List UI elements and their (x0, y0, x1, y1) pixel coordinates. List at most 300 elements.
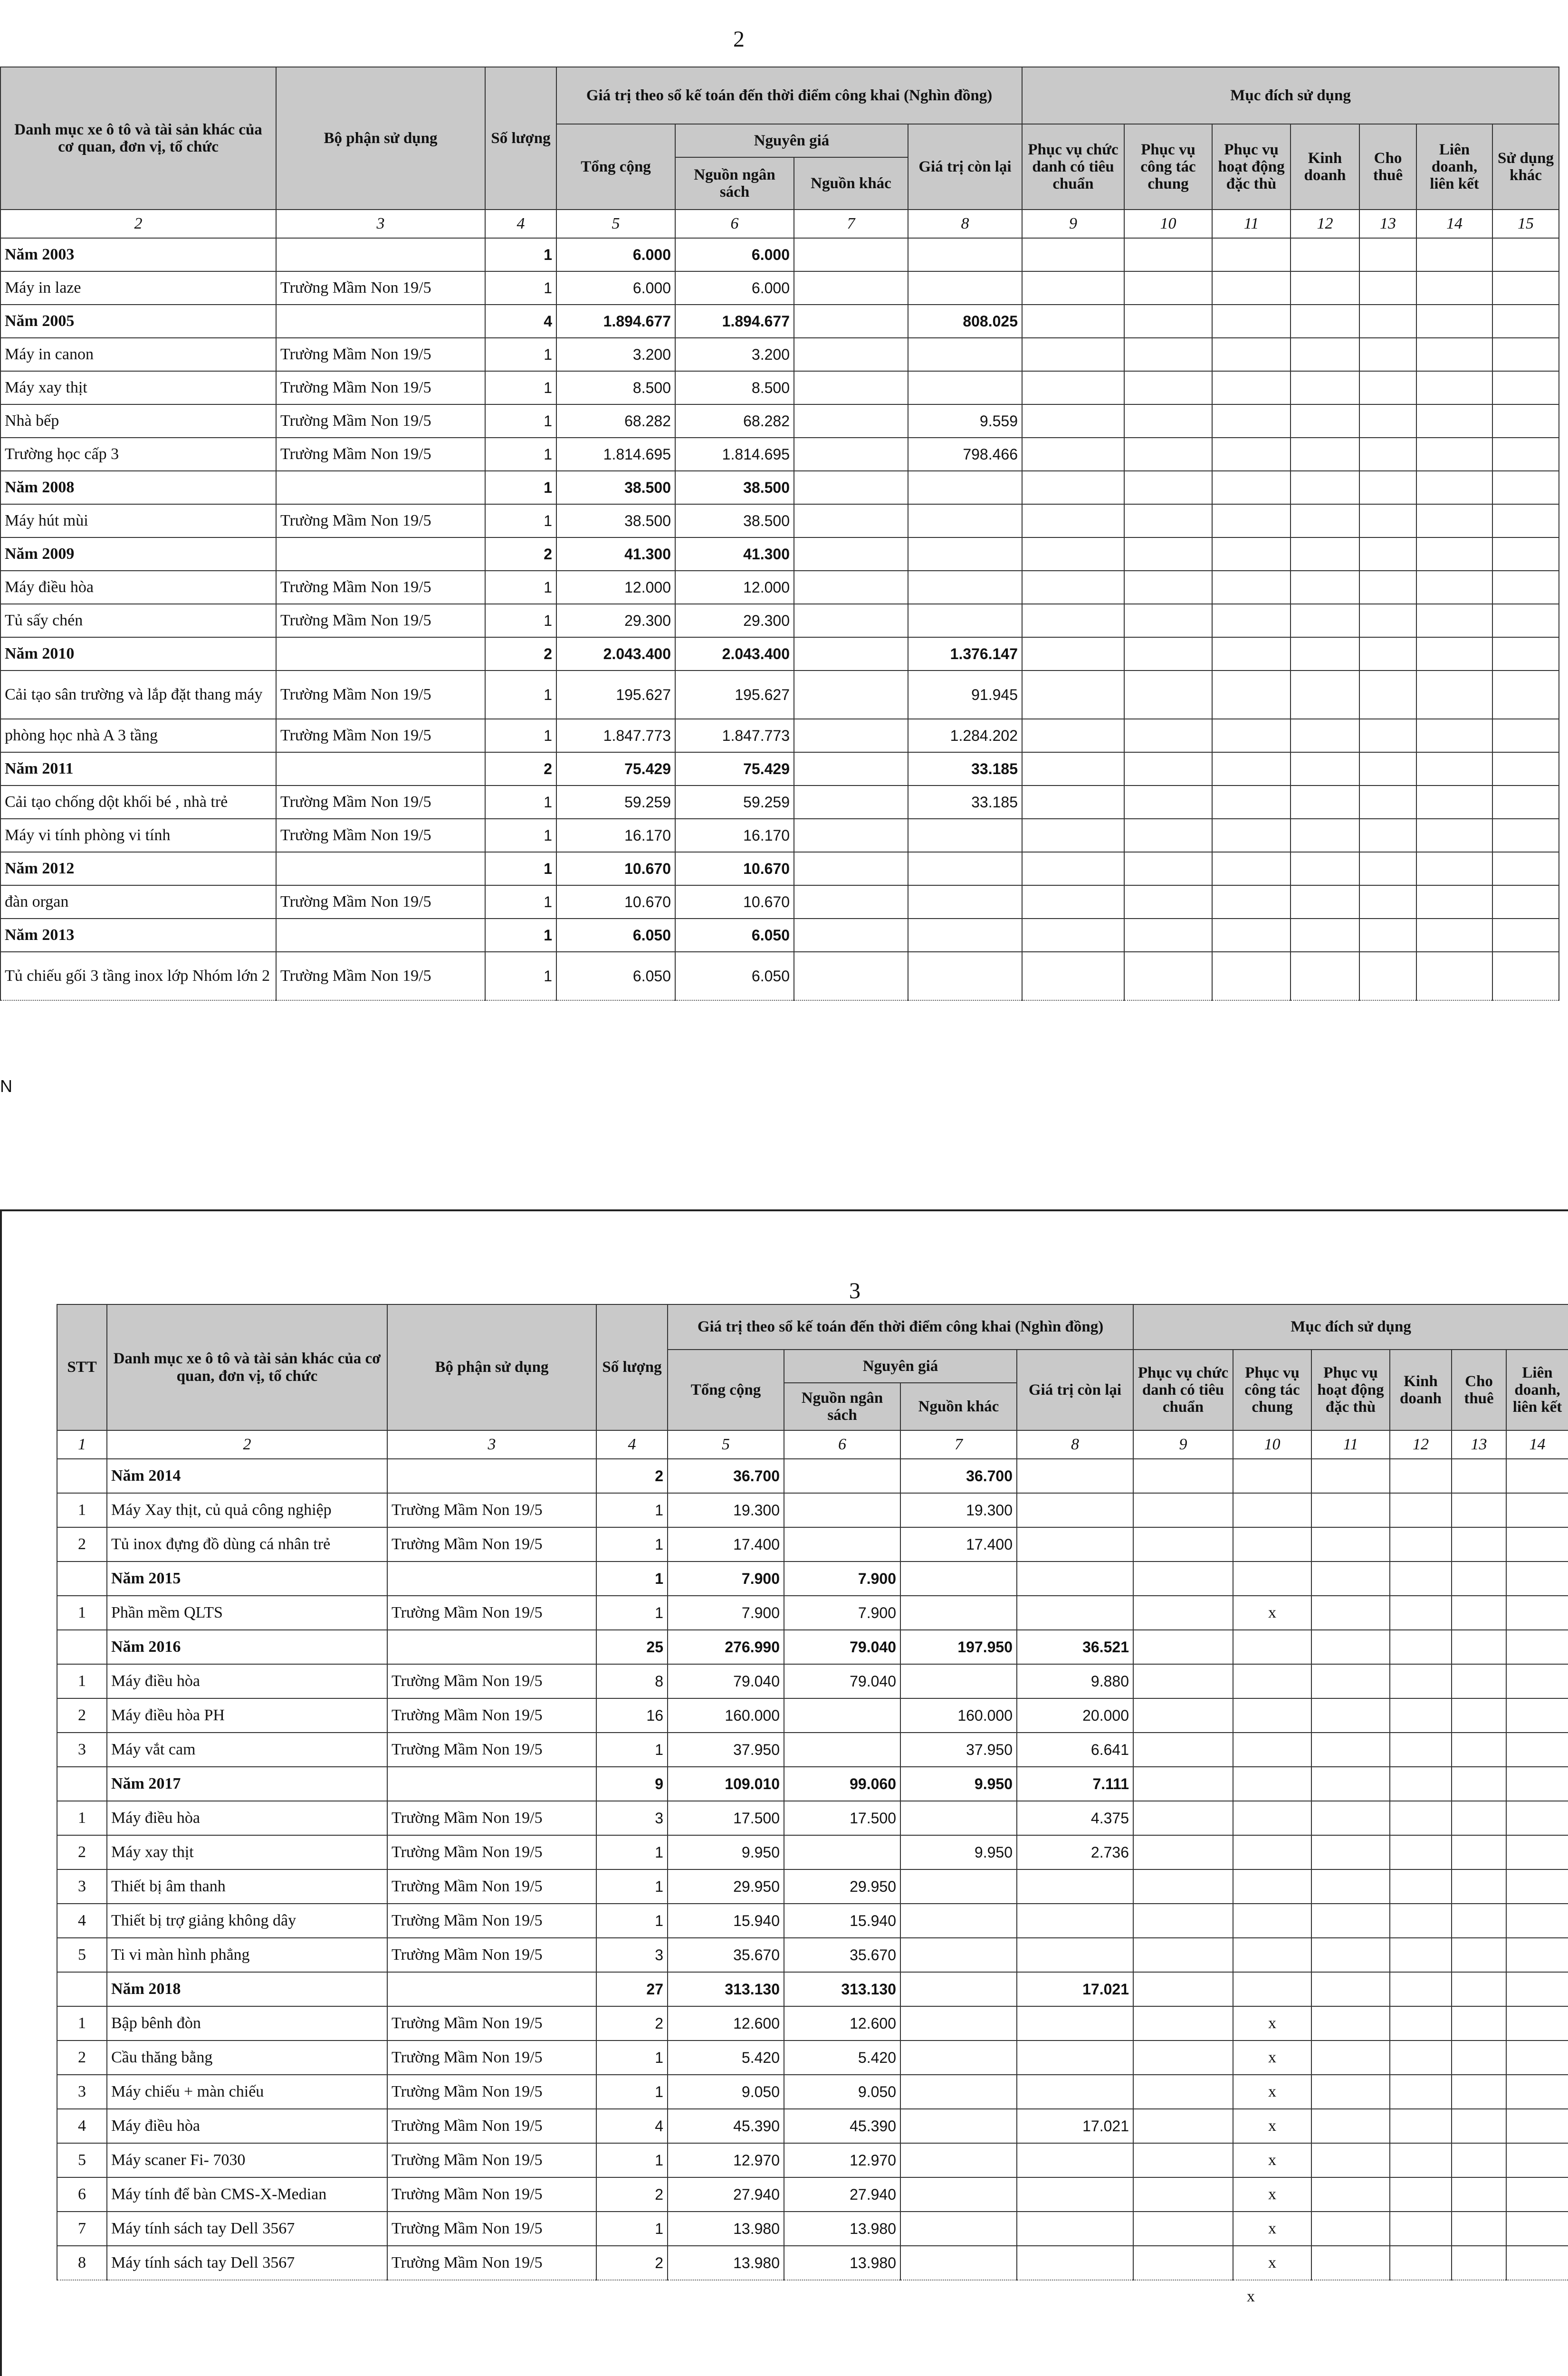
purpose-general-cell (1233, 1493, 1311, 1527)
purpose-empty-cell (1311, 1938, 1390, 1972)
remaining-value-cell (1017, 2075, 1133, 2109)
department-cell: Trường Mầm Non 19/5 (387, 1596, 596, 1630)
index-cell: 2 (107, 1430, 387, 1459)
purpose-empty-cell (1291, 504, 1359, 537)
purpose-empty-cell (1291, 671, 1359, 719)
purpose-empty-cell (1452, 2212, 1506, 2246)
asset-name-cell: phòng học nhà A 3 tầng (0, 719, 276, 752)
purpose-empty-cell (1492, 671, 1559, 719)
index-cell: 3 (276, 210, 485, 238)
purpose-empty-cell (1416, 637, 1492, 671)
purpose-empty-cell (1506, 1938, 1568, 1972)
table-row (57, 2041, 1568, 2075)
purpose-general-cell (1124, 438, 1212, 471)
purpose-empty-cell (1291, 305, 1359, 338)
purpose-general-cell (1124, 404, 1212, 438)
other-source-cell (900, 2177, 1017, 2212)
total-cell: 75.429 (556, 752, 675, 786)
department-cell: Trường Mầm Non 19/5 (276, 719, 485, 752)
purpose-empty-cell (1311, 2041, 1390, 2075)
other-source-cell: 9.950 (900, 1835, 1017, 1869)
purpose-empty-cell (1416, 271, 1492, 305)
quantity-cell: 9 (596, 1767, 668, 1801)
stt-cell: 1 (57, 1493, 107, 1527)
quantity-cell: 4 (596, 2109, 668, 2143)
index-cell: 10 (1233, 1430, 1311, 1459)
department-cell: Trường Mầm Non 19/5 (387, 1493, 596, 1527)
budget-source-cell: 16.170 (675, 819, 794, 852)
purpose-empty-cell (1212, 604, 1291, 637)
asset-name-cell: Năm 2018 (107, 1972, 387, 2006)
quantity-cell: 1 (485, 604, 556, 637)
purpose-general-cell (1124, 471, 1212, 504)
budget-source-cell: 3.200 (675, 338, 794, 371)
purpose-title-holder-cell (1133, 1459, 1233, 1493)
budget-source-cell: 45.390 (784, 2109, 900, 2143)
purpose-empty-cell (1506, 1904, 1568, 1938)
stt-cell: 2 (57, 1527, 107, 1562)
purpose-empty-cell (1359, 671, 1416, 719)
purpose-empty-cell (1390, 2075, 1452, 2109)
purpose-empty-cell (1506, 1801, 1568, 1835)
total-cell: 1.847.773 (556, 719, 675, 752)
table-row (57, 2212, 1568, 2246)
header-quantity: Số lượng (596, 1304, 668, 1430)
purpose-title-holder-cell (1133, 2177, 1233, 2212)
purpose-empty-cell (1359, 338, 1416, 371)
other-source-cell (794, 952, 908, 1000)
purpose-empty-cell (1291, 271, 1359, 305)
other-source-cell (794, 537, 908, 571)
department-cell (387, 1630, 596, 1664)
purpose-empty-cell (1359, 537, 1416, 571)
purpose-general-cell (1124, 919, 1212, 952)
total-cell: 6.000 (556, 271, 675, 305)
quantity-cell: 1 (596, 1869, 668, 1904)
total-cell: 17.400 (668, 1527, 784, 1562)
purpose-general-cell (1233, 1869, 1311, 1904)
purpose-empty-cell (1212, 504, 1291, 537)
quantity-cell: 1 (485, 371, 556, 404)
purpose-title-holder-cell (1133, 2075, 1233, 2109)
stt-cell: 1 (57, 1801, 107, 1835)
quantity-cell: 1 (485, 671, 556, 719)
asset-name-cell: Máy Xay thịt, củ quả công nghiệp (107, 1493, 387, 1527)
quantity-cell: 1 (596, 1527, 668, 1562)
purpose-title-holder-cell (1022, 371, 1124, 404)
purpose-general-cell (1233, 1767, 1311, 1801)
purpose-title-holder-cell (1022, 305, 1124, 338)
table-row (57, 1801, 1568, 1835)
quantity-cell: 2 (596, 2006, 668, 2041)
asset-name-cell: Máy in canon (0, 338, 276, 371)
budget-source-cell: 13.980 (784, 2212, 900, 2246)
department-cell: Trường Mầm Non 19/5 (387, 1527, 596, 1562)
table-row (0, 571, 1559, 604)
purpose-title-holder-cell (1022, 952, 1124, 1000)
quantity-cell: 1 (485, 438, 556, 471)
purpose-empty-cell (1390, 2246, 1452, 2280)
index-cell: 8 (908, 210, 1022, 238)
department-cell: Trường Mầm Non 19/5 (276, 404, 485, 438)
purpose-title-holder-cell (1022, 604, 1124, 637)
other-source-cell (794, 271, 908, 305)
remaining-value-cell: 1.376.147 (908, 637, 1022, 671)
purpose-empty-cell (1492, 604, 1559, 637)
purpose-empty-cell (1212, 471, 1291, 504)
remaining-value-cell: 6.641 (1017, 1733, 1133, 1767)
header-asset-name: Danh mục xe ô tô và tài sản khác của cơ quan, đơn vị, tổ chức (0, 67, 276, 210)
purpose-general-cell (1124, 571, 1212, 604)
budget-source-cell: 38.500 (675, 471, 794, 504)
quantity-cell: 16 (596, 1698, 668, 1733)
purpose-title-holder-cell (1022, 338, 1124, 371)
header-original-price: Nguyên giá (675, 124, 908, 157)
purpose-title-holder-cell (1133, 1835, 1233, 1869)
quantity-cell: 2 (596, 2246, 668, 2280)
quantity-cell: 1 (485, 852, 556, 885)
remaining-value-cell (908, 604, 1022, 637)
purpose-empty-cell (1506, 1527, 1568, 1562)
purpose-empty-cell (1390, 1767, 1452, 1801)
purpose-empty-cell (1359, 719, 1416, 752)
asset-name-cell: Máy điều hòa PH (107, 1698, 387, 1733)
purpose-general-cell (1124, 504, 1212, 537)
quantity-cell: 1 (485, 819, 556, 852)
header-remaining-value: Giá trị còn lại (1017, 1350, 1133, 1430)
total-cell: 10.670 (556, 852, 675, 885)
purpose-empty-cell (1212, 537, 1291, 571)
purpose-empty-cell (1390, 2177, 1452, 2212)
total-cell: 12.970 (668, 2143, 784, 2177)
budget-source-cell (784, 1835, 900, 1869)
purpose-empty-cell (1311, 1630, 1390, 1664)
department-cell (387, 1459, 596, 1493)
purpose-title-holder-cell (1022, 571, 1124, 604)
purpose-empty-cell (1416, 404, 1492, 438)
header-original-price: Nguyên giá (784, 1350, 1017, 1383)
asset-rows (57, 1459, 1568, 2280)
asset-name-cell: Cầu thăng bằng (107, 2041, 387, 2075)
header-budget-source: Nguồn ngân sách (675, 157, 794, 210)
table-row (0, 719, 1559, 752)
header-budget-source: Nguồn ngân sách (784, 1383, 900, 1430)
purpose-title-holder-cell (1022, 537, 1124, 571)
asset-name-cell: Năm 2003 (0, 238, 276, 271)
purpose-title-holder-cell (1133, 2041, 1233, 2075)
total-cell: 27.940 (668, 2177, 784, 2212)
index-cell: 7 (794, 210, 908, 238)
other-source-cell (794, 471, 908, 504)
purpose-empty-cell (1311, 1767, 1390, 1801)
purpose-general-cell (1233, 1698, 1311, 1733)
remaining-value-cell (908, 885, 1022, 919)
total-cell: 29.300 (556, 604, 675, 637)
purpose-title-holder-cell (1022, 752, 1124, 786)
remaining-value-cell (1017, 1527, 1133, 1562)
budget-source-cell (784, 1493, 900, 1527)
department-cell: Trường Mầm Non 19/5 (276, 786, 485, 819)
purpose-empty-cell (1506, 2177, 1568, 2212)
index-cell: 12 (1390, 1430, 1452, 1459)
header-purpose-other: Sử dụng khác (1492, 124, 1559, 210)
total-cell: 68.282 (556, 404, 675, 438)
remaining-value-cell: 17.021 (1017, 2109, 1133, 2143)
quantity-cell: 1 (596, 1493, 668, 1527)
remaining-value-cell (908, 371, 1022, 404)
purpose-empty-cell (1311, 2006, 1390, 2041)
department-cell: Trường Mầm Non 19/5 (387, 1869, 596, 1904)
total-cell: 3.200 (556, 338, 675, 371)
purpose-empty-cell (1390, 1938, 1452, 1972)
quantity-cell: 1 (596, 1835, 668, 1869)
department-cell (387, 1562, 596, 1596)
purpose-title-holder-cell (1022, 671, 1124, 719)
purpose-general-cell (1124, 604, 1212, 637)
department-cell (276, 637, 485, 671)
purpose-empty-cell (1452, 2041, 1506, 2075)
remaining-value-cell: 808.025 (908, 305, 1022, 338)
purpose-empty-cell (1359, 238, 1416, 271)
purpose-title-holder-cell (1133, 1972, 1233, 2006)
purpose-general-cell (1124, 752, 1212, 786)
other-source-cell (794, 786, 908, 819)
purpose-title-holder-cell (1022, 271, 1124, 305)
asset-name-cell: Máy tính sách tay Dell 3567 (107, 2246, 387, 2280)
purpose-empty-cell (1506, 2143, 1568, 2177)
purpose-general-cell (1233, 1835, 1311, 1869)
total-cell: 5.420 (668, 2041, 784, 2075)
index-cell: 2 (0, 210, 276, 238)
purpose-empty-cell (1291, 852, 1359, 885)
purpose-empty-cell (1492, 471, 1559, 504)
department-cell: Trường Mầm Non 19/5 (387, 2109, 596, 2143)
purpose-empty-cell (1506, 1733, 1568, 1767)
header-department: Bộ phận sử dụng (387, 1304, 596, 1430)
index-cell: 9 (1022, 210, 1124, 238)
total-cell: 29.950 (668, 1869, 784, 1904)
asset-table-page-2 (0, 67, 1559, 1001)
index-cell: 12 (1291, 210, 1359, 238)
purpose-empty-cell (1506, 1459, 1568, 1493)
purpose-title-holder-cell (1022, 438, 1124, 471)
purpose-empty-cell (1212, 238, 1291, 271)
index-cell: 10 (1124, 210, 1212, 238)
table-row (0, 671, 1559, 719)
other-source-cell (794, 305, 908, 338)
asset-name-cell: Cải tạo chống dột khối bé , nhà trẻ (0, 786, 276, 819)
asset-name-cell: Tủ inox đựng đồ dùng cá nhân trẻ (107, 1527, 387, 1562)
purpose-empty-cell (1452, 1733, 1506, 1767)
remaining-value-cell (908, 952, 1022, 1000)
total-cell: 59.259 (556, 786, 675, 819)
stt-cell (57, 1630, 107, 1664)
purpose-empty-cell (1506, 2006, 1568, 2041)
quantity-cell: 1 (596, 2212, 668, 2246)
purpose-empty-cell (1390, 2041, 1452, 2075)
budget-source-cell: 68.282 (675, 404, 794, 438)
page-number: 2 (733, 27, 745, 52)
purpose-general-cell (1233, 1664, 1311, 1698)
purpose-empty-cell (1452, 1527, 1506, 1562)
purpose-empty-cell (1506, 1869, 1568, 1904)
purpose-empty-cell (1291, 604, 1359, 637)
budget-source-cell: 12.000 (675, 571, 794, 604)
purpose-empty-cell (1506, 1698, 1568, 1733)
budget-source-cell (784, 1527, 900, 1562)
total-cell: 13.980 (668, 2246, 784, 2280)
purpose-empty-cell (1359, 371, 1416, 404)
department-cell (276, 537, 485, 571)
table-row (0, 885, 1559, 919)
remaining-value-cell: 2.736 (1017, 1835, 1133, 1869)
header-book-value-group: Giá trị theo sổ kế toán đến thời điểm công khai (Nghìn đồng) (556, 67, 1022, 124)
stt-cell: 5 (57, 2143, 107, 2177)
stt-cell: 3 (57, 1733, 107, 1767)
remaining-value-cell (908, 471, 1022, 504)
department-cell: Trường Mầm Non 19/5 (387, 2041, 596, 2075)
purpose-empty-cell (1492, 504, 1559, 537)
purpose-empty-cell (1492, 752, 1559, 786)
other-source-cell (900, 1904, 1017, 1938)
purpose-empty-cell (1291, 438, 1359, 471)
asset-name-cell: Thiết bị âm thanh (107, 1869, 387, 1904)
department-cell: Trường Mầm Non 19/5 (276, 952, 485, 1000)
budget-source-cell: 10.670 (675, 885, 794, 919)
purpose-title-holder-cell (1133, 2212, 1233, 2246)
purpose-empty-cell (1492, 919, 1559, 952)
header-remaining-value: Giá trị còn lại (908, 124, 1022, 210)
asset-name-cell: Cải tạo sân trường và lắp đặt thang máy (0, 671, 276, 719)
asset-name-cell: Tủ chiếu gối 3 tầng inox lớp Nhóm lớn 2 (0, 952, 276, 1000)
purpose-general-cell (1124, 271, 1212, 305)
quantity-cell: 27 (596, 1972, 668, 2006)
table-row (0, 604, 1559, 637)
purpose-empty-cell (1452, 1835, 1506, 1869)
header-purpose-group: Mục đích sử dụng (1022, 67, 1559, 124)
purpose-empty-cell (1311, 2109, 1390, 2143)
purpose-empty-cell (1492, 786, 1559, 819)
remaining-value-cell (1017, 2212, 1133, 2246)
purpose-empty-cell (1359, 504, 1416, 537)
budget-source-cell: 195.627 (675, 671, 794, 719)
quantity-cell: 1 (485, 952, 556, 1000)
purpose-general-cell: x (1233, 2143, 1311, 2177)
index-cell: 3 (387, 1430, 596, 1459)
purpose-empty-cell (1311, 1801, 1390, 1835)
department-cell: Trường Mầm Non 19/5 (387, 2143, 596, 2177)
remaining-value-cell (908, 919, 1022, 952)
purpose-general-cell (1124, 885, 1212, 919)
purpose-empty-cell (1492, 819, 1559, 852)
year-row (57, 1459, 1568, 1493)
other-source-cell (900, 1972, 1017, 2006)
header-purpose-rent: Cho thuê (1359, 124, 1416, 210)
header-purpose-special: Phục vụ hoạt động đặc thù (1311, 1350, 1390, 1430)
other-source-cell: 9.950 (900, 1767, 1017, 1801)
purpose-empty-cell (1359, 271, 1416, 305)
quantity-cell: 3 (596, 1938, 668, 1972)
purpose-title-holder-cell (1022, 852, 1124, 885)
purpose-empty-cell (1390, 1972, 1452, 2006)
other-source-cell (794, 238, 908, 271)
header-total: Tổng cộng (668, 1350, 784, 1430)
budget-source-cell: 27.940 (784, 2177, 900, 2212)
purpose-empty-cell (1390, 2143, 1452, 2177)
budget-source-cell: 59.259 (675, 786, 794, 819)
purpose-empty-cell (1390, 1664, 1452, 1698)
purpose-empty-cell (1452, 1562, 1506, 1596)
department-cell: Trường Mầm Non 19/5 (387, 1904, 596, 1938)
purpose-empty-cell (1311, 1493, 1390, 1527)
budget-source-cell: 38.500 (675, 504, 794, 537)
purpose-empty-cell (1359, 852, 1416, 885)
purpose-empty-cell (1390, 1904, 1452, 1938)
other-source-cell (794, 404, 908, 438)
purpose-empty-cell (1492, 719, 1559, 752)
purpose-title-holder-cell (1022, 471, 1124, 504)
quantity-cell: 4 (485, 305, 556, 338)
purpose-title-holder-cell (1133, 1527, 1233, 1562)
stt-cell: 2 (57, 1698, 107, 1733)
purpose-empty-cell (1390, 1459, 1452, 1493)
stt-cell (57, 1767, 107, 1801)
remaining-value-cell: 33.185 (908, 786, 1022, 819)
index-cell: 4 (485, 210, 556, 238)
department-cell: Trường Mầm Non 19/5 (276, 671, 485, 719)
purpose-general-cell (1124, 786, 1212, 819)
purpose-empty-cell (1291, 338, 1359, 371)
purpose-empty-cell (1506, 1972, 1568, 2006)
purpose-general-cell (1233, 1938, 1311, 1972)
index-cell: 5 (556, 210, 675, 238)
purpose-general-cell: x (1233, 2006, 1311, 2041)
purpose-general-cell (1233, 1459, 1311, 1493)
quantity-cell: 2 (596, 1459, 668, 1493)
purpose-empty-cell (1416, 671, 1492, 719)
department-cell: Trường Mầm Non 19/5 (276, 885, 485, 919)
asset-name-cell: Năm 2010 (0, 637, 276, 671)
header-total: Tổng cộng (556, 124, 675, 210)
remaining-value-cell (1017, 1904, 1133, 1938)
purpose-empty-cell (1311, 2075, 1390, 2109)
other-source-cell (794, 571, 908, 604)
purpose-title-holder-cell (1133, 1698, 1233, 1733)
purpose-empty-cell (1492, 238, 1559, 271)
other-source-cell (794, 819, 908, 852)
remaining-value-cell: 7.111 (1017, 1767, 1133, 1801)
purpose-empty-cell (1359, 786, 1416, 819)
purpose-general-cell (1124, 537, 1212, 571)
other-source-cell (900, 1664, 1017, 1698)
stt-cell: 3 (57, 2075, 107, 2109)
purpose-title-holder-cell (1133, 1733, 1233, 1767)
purpose-empty-cell (1390, 1596, 1452, 1630)
purpose-empty-cell (1359, 305, 1416, 338)
header-stt: STT (57, 1304, 107, 1430)
stt-cell: 5 (57, 1938, 107, 1972)
purpose-empty-cell (1452, 2109, 1506, 2143)
department-cell: Trường Mầm Non 19/5 (387, 1664, 596, 1698)
stt-cell: 4 (57, 2109, 107, 2143)
page-number: 3 (849, 1278, 860, 1303)
budget-source-cell: 313.130 (784, 1972, 900, 2006)
purpose-title-holder-cell (1133, 1664, 1233, 1698)
asset-rows (0, 238, 1559, 1000)
department-cell: Trường Mầm Non 19/5 (276, 438, 485, 471)
department-cell (387, 1972, 596, 2006)
table-row (57, 1698, 1568, 1733)
